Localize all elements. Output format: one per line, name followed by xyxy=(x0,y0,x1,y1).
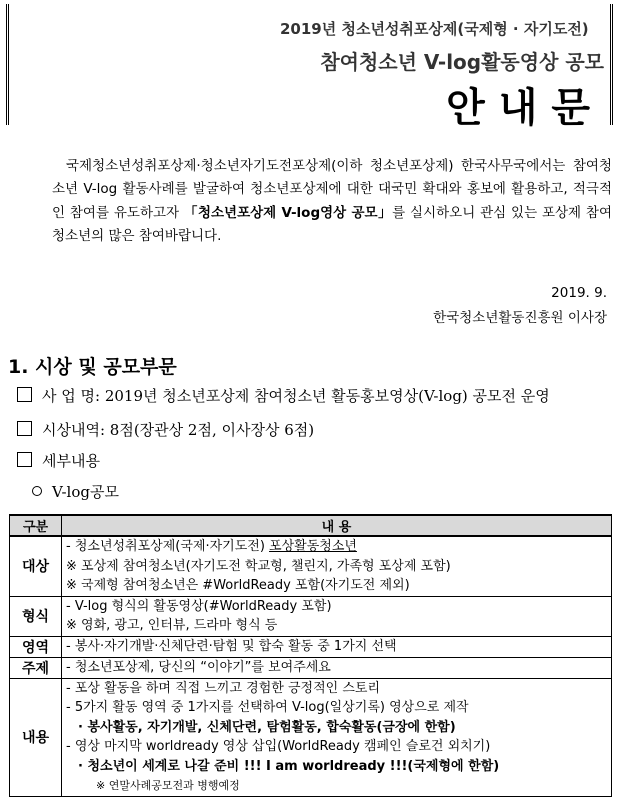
row-content-format: - V-log 형식의 활동영상(#WorldReady 포함) ※ 영화, 광고, 인터뷰, 드라마 형식 등 xyxy=(62,596,612,636)
row-content-target: - 청소년성취포상제(국제·자기도전) 포상활동청소년 ※ 포상제 참여청소년(자기도전 학교형, 챌린지, 가족형 포상제 포함) ※ 국제형 참여청소년은 #WorldReady 포함(자기도전 제외) xyxy=(62,536,612,596)
header-left-border xyxy=(6,4,9,125)
list-item-awards: 시상내역: 8점(장관상 2점, 이사장상 6점) xyxy=(17,419,617,440)
sub-item-vlog: V-log공모 xyxy=(32,481,119,502)
underlined-target: 포상활동청소년 xyxy=(269,539,357,554)
section-title: 1. 시상 및 공모부문 xyxy=(8,356,177,378)
table-header-content: 내 용 xyxy=(62,515,612,536)
issuer-signature: 한국청소년활동진흥원 이사장 xyxy=(433,310,607,326)
intro-contest-name: 「청소년포상제 V-log영상 공모」 xyxy=(183,204,393,221)
row-label-area: 영역 xyxy=(10,636,62,657)
table-row-format xyxy=(10,596,612,636)
row-label-target: 대상 xyxy=(10,536,62,596)
row-label-content: 내용 xyxy=(10,678,62,796)
header-subtitle-contest: 참여청소년 V-log활동영상 공모 xyxy=(320,50,604,74)
circle-bullet-icon xyxy=(32,486,42,496)
row-content-area: - 봉사·자기개발·신체단련·탐험 및 합숙 활동 중 1가지 선택 xyxy=(62,636,612,657)
checkbox-square-icon xyxy=(17,421,32,436)
list-item-project-name: 사 업 명: 2019년 청소년포상제 참여청소년 활동홍보영상(V-log) 공모전 운영 xyxy=(17,385,617,406)
table-header-category: 구분 xyxy=(10,515,62,536)
issue-date: 2019. 9. xyxy=(551,285,607,301)
header-right-border xyxy=(610,4,613,125)
table-header-row xyxy=(10,515,612,536)
checkbox-square-icon xyxy=(17,452,32,467)
table-row-content xyxy=(10,678,612,796)
list-item-details: 세부내용 xyxy=(17,450,617,471)
checkbox-square-icon xyxy=(17,387,32,402)
page-title: 안내문 xyxy=(446,85,604,131)
intro-text-2: 를 실시하오니 관심 있는 포상제 참여청소년의 많은 참여바랍니다. xyxy=(52,204,613,244)
row-content-content: - 포상 활동을 하며 직접 느끼고 경험한 긍정적인 스토리 - 5가지 활동 영역 중 1가지를 선택하여 V-log(일상기록) 영상으로 제작 · 봉사활동, 자기개발, 신체단련, 탐험활동, 합숙활동(금장에 한함) - 영상 마지막 worldready 영상 삽입(WorldReady 캠페인 슬로건 외치기) · 청소년이 세계로 나갈 준비 !!! I am worldready !!!(국제형에 한함) ※ 연말사례공모전과 병행예정 xyxy=(62,678,612,796)
table-row-area xyxy=(10,636,612,657)
row-label-format: 형식 xyxy=(10,596,62,636)
row-content-theme: - 청소년포상제, 당신의 “이야기”를 보여주세요 xyxy=(62,657,612,678)
header-subtitle-year: 2019년 청소년성취포상제(국제형 · 자기도전) xyxy=(280,20,589,38)
intro-paragraph xyxy=(52,155,612,248)
intro-text-1: 국제청소년성취포상제·청소년자기도전포상제(이하 청소년포상제) 한국사무국에서는 참여청소년 V-log 활동사례를 발굴하여 청소년포상제에 대한 대국민 확대와 홍보에 활용하고, 적극적인 참여를 유도하고자 xyxy=(52,158,612,221)
table-row-target xyxy=(10,536,612,596)
row-label-theme: 주제 xyxy=(10,657,62,678)
contest-details-table xyxy=(9,514,612,797)
table-row-theme xyxy=(10,657,612,678)
